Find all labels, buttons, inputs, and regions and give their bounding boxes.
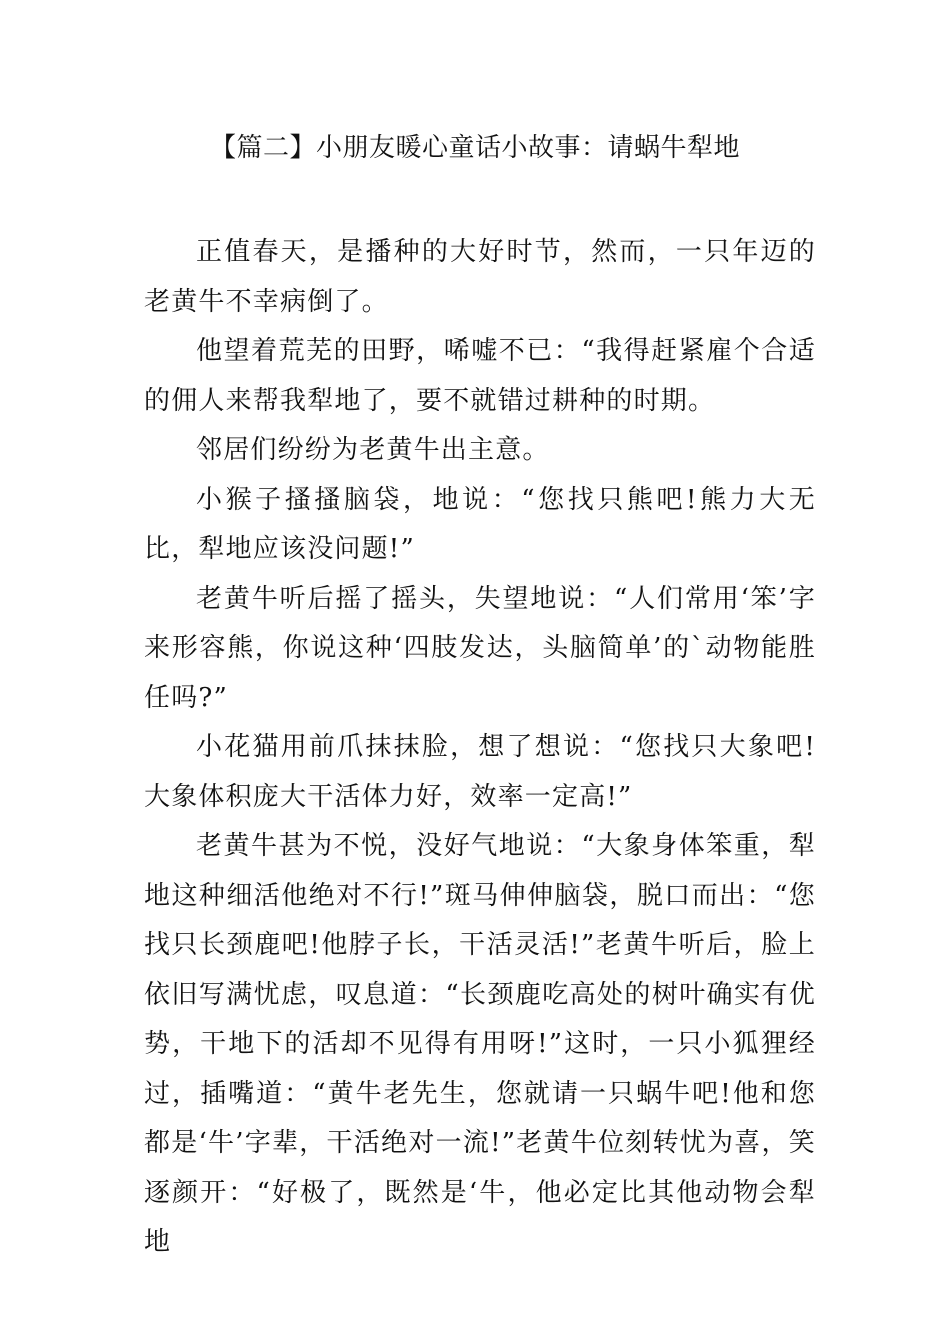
document-title: 【篇二】小朋友暖心童话小故事：请蜗牛犁地	[209, 133, 740, 163]
document-body	[144, 228, 816, 1268]
paragraph: 正值春天，是播种的大好时节，然而，一只年迈的老黄牛不幸病倒了。	[144, 237, 816, 317]
paragraph: 小花猫用前爪抹抹脸，想了想说：“您找只大象吧!大象体积庞大干活体力好，效率一定高!”	[144, 732, 816, 812]
paragraph: 邻居们纷纷为老黄牛出主意。	[196, 435, 550, 465]
paragraph: 老黄牛甚为不悦，没好气地说：“大象身体笨重，犁地这种细活他绝对不行!”斑马伸伸脑袋，脱口而出：“您找只长颈鹿吧!他脖子长，干活灵活!”老黄牛听后，脸上依旧写满忧虑，叹息道：“长颈鹿吃高处的树叶确实有优势，干地下的活却不见得有用呀!”这时，一只小狐狸经过，插嘴道：“黄牛老先生，您就请一只蜗牛吧!他和您都是‘牛’字辈，干活绝对一流!”老黄牛位刻转忧为喜，笑逐颜开：“好极了，既然是‘牛，他必定比其他动物会犁地	[144, 831, 816, 1257]
paragraph: 他望着荒芜的田野，唏嘘不已：“我得赶紧雇个合适的佣人来帮我犁地了，要不就错过耕种的时期。	[144, 336, 816, 416]
paragraph: 老黄牛听后摇了摇头，失望地说：“人们常用‘笨’字来形容熊，你说这种‘四肢发达，头脑简单’的`动物能胜任吗?”	[144, 583, 816, 713]
paragraph: 小猴子搔搔脑袋，地说：“您找只熊吧!熊力大无比，犁地应该没问题!”	[144, 484, 816, 564]
